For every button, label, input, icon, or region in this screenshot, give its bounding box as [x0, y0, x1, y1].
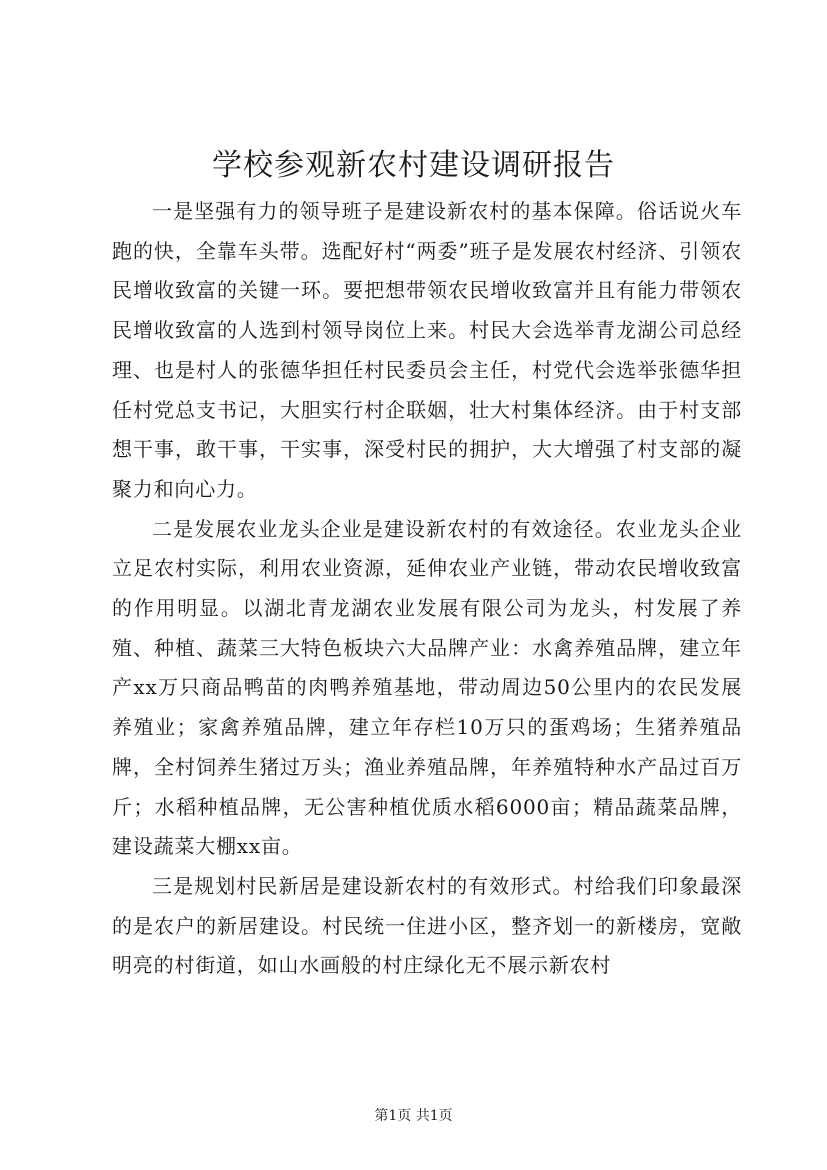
paragraph-3: 三是规划村民新居是建设新农村的有效形式。村给我们印象最深的是农户的新居建设。村民统一住进小区，整齐划一的新楼房，宽敞明亮的村街道，如山水画般的村庄绿化无不展示新农村 [112, 873, 742, 978]
paragraph-2: 二是发展农业龙头企业是建设新农村的有效途径。农业龙头企业立足农村实际，利用农业资源，延伸农业产业链，带动农民增收致富的作用明显。以湖北青龙湖农业发展有限公司为龙头，村发展了养殖、种植、蔬菜三大特色板块六大品牌产业：水禽养殖品牌，建立年产xx万只商品鸭苗的肉鸭养殖基地，带动周边50公里内的农民发展养殖业；家禽养殖品牌，建立年存栏10万只的蛋鸡场；生猪养殖品牌，全村饲养生猪过万头；渔业养殖品牌，年养殖特种水产品过百万斤；水稻种植品牌，无公害种植优质水稻6000亩；精品蔬菜品牌，建设蔬菜大棚xx亩。 [112, 516, 742, 859]
page-footer: 第1页 共1页 [374, 1108, 453, 1124]
document-body [112, 192, 742, 986]
paragraph-1: 一是坚强有力的领导班子是建设新农村的基本保障。俗话说火车跑的快，全靠车头带。选配好村“两委”班子是发展农村经济、引领农民增收致富的关键一环。要把想带领农民增收致富并且有能力带领农民增收致富的人选到村领导岗位上来。村民大会选举青龙湖公司总经理、也是村人的张德华担任村民委员会主任，村党代会选举张德华担任村党总支书记，大胆实行村企联姻，壮大村集体经济。由于村支部想干事，敢干事，干实事，深受村民的拥护，大大增强了村支部的凝聚力和向心力。 [112, 199, 742, 501]
page-title: 学校参观新农村建设调研报告 [212, 148, 615, 183]
